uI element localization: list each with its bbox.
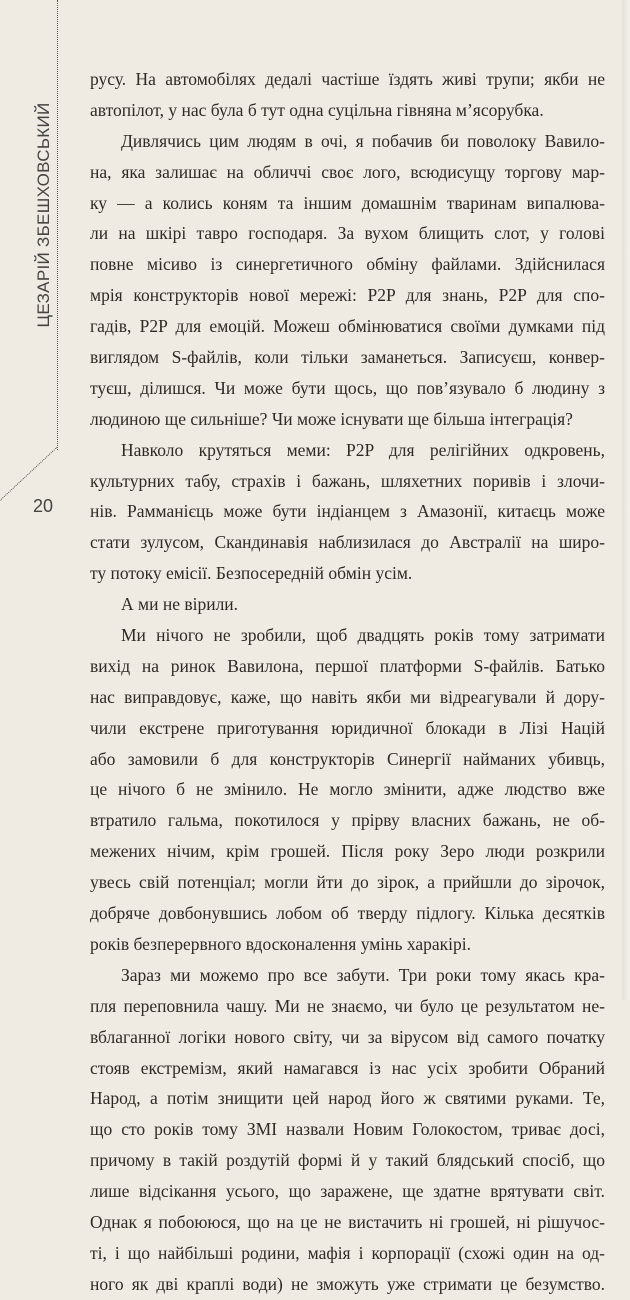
text-line: виглядом S-файлів, коли тільки заманеться. Записуєш, конвер- xyxy=(90,347,605,368)
text-line: культурних табу, страхів і бажань, шляхетних поривів і злочи- xyxy=(90,470,605,491)
text-line: років безперервного вдосконалення умінь харакірі. xyxy=(90,933,472,954)
text-line: гадів, P2P для емоцій. Можеш обмінюватися своїми думками під xyxy=(90,316,605,337)
text-line: русу. На автомобілях дедалі частіше їздять живі трупи; якби не xyxy=(90,69,605,89)
text-line: межених нічим, крім грошей. Після року Зеро люди розкрили xyxy=(90,841,605,862)
margin-dotted-diagonal xyxy=(0,447,57,503)
text-line: повне місиво із синергетичного обміну файлами. Здійснилася xyxy=(90,254,605,275)
page-edge xyxy=(622,0,630,1000)
text-line: на, яка залишає на обличчі своє лого, всюдисущу торгову мар- xyxy=(90,161,605,182)
page-number: 20 xyxy=(33,496,54,516)
text-line: лише відсікання усього, що заражене, ще здатне врятувати світ. xyxy=(90,1181,605,1202)
text-line: мрія конструкторів нової мережі: P2P для знань, P2P для спо- xyxy=(90,285,605,306)
text-line: людиною ще сильніше? Чи може існувати ще більша інтеграція? xyxy=(90,408,573,429)
text-line: або замовили б для конструкторів Синергії найманих убивць, xyxy=(90,748,605,769)
text-line: вихід на ринок Вавилона, першої платформи S-файлів. Батько xyxy=(90,655,605,676)
text-line: вблаганної логіки нового світу, чи за вірусом від самого початку xyxy=(90,1026,605,1047)
text-line: Дивлячись цим людям в очі, я побачив би поволоку Вавило- xyxy=(121,130,605,151)
running-head-author: ЦЕЗАРІЙ ЗБЕШХОВСЬКИЙ xyxy=(34,102,53,328)
text-line: Ми нічого не зробили, щоб двадцять років тому затримати xyxy=(121,625,605,646)
text-line: А ми не вірили. xyxy=(121,594,239,615)
text-line: ли на шкірі тавро господаря. За вухом блищить слот, у голові xyxy=(90,223,605,244)
text-line: увесь свій потенціал; могли йти до зірок, а прийшли до зірочок, xyxy=(90,872,605,893)
text-line: причому в такій роздутій формі й у такий блядський спосіб, що xyxy=(90,1150,605,1171)
text-line: стояв екстремізм, який намагався із нас усіх зробити Обраний xyxy=(90,1057,605,1078)
text-line: Навколо крутяться меми: P2P для релігійних одкровень, xyxy=(121,439,605,460)
text-line: що сто років тому ЗМІ назвали Новим Голокостом, триває досі, xyxy=(90,1119,605,1140)
text-line: чили екстрене приготування юридичної блокади в Лізі Націй xyxy=(90,717,605,738)
text-line: ті, і що найбільші родини, мафія і корпорації (схожі один на од- xyxy=(90,1242,605,1263)
text-line: пля переповнила чашу. Ми не знаємо, чи було це результатом не- xyxy=(90,995,605,1016)
text-line: туєш, ділишся. Чи може бути щось, що пов’язувало б людину з xyxy=(90,377,605,398)
text-line: автопілот, у нас була б тут одна суцільна гівняна м’ясорубка. xyxy=(90,99,544,120)
text-line: Однак я побоююся, що на це не вистачить ні грошей, ні рішучос- xyxy=(90,1211,605,1232)
text-line: це нічого б не змінило. Не могло змінити, адже людство вже xyxy=(90,779,605,800)
text-line: нас виправдовує, каже, що навіть якби ми відреагували й дору- xyxy=(90,686,605,707)
body-text xyxy=(90,64,605,1300)
text-line: добряче довбонувшись лобом об тверду підлогу. Кілька десятків xyxy=(90,903,605,924)
text-line: стати зулусом, Скандинавія наблизилася до Австралії на широ- xyxy=(90,532,605,553)
text-line: ку — а колись коням та іншим домашнім тваринам випалюва- xyxy=(90,192,605,213)
margin-dotted-line xyxy=(57,0,58,450)
text-line: Зараз ми можемо про все забути. Три роки тому якась кра- xyxy=(121,964,605,985)
text-line: втратило гальма, покотилося у прірву власних бажань, не об- xyxy=(90,810,605,831)
text-line: Народ, а потім знищити цей народ його ж святими руками. Те, xyxy=(90,1088,605,1109)
text-line: ту потоку емісії. Безпосередній обмін усім. xyxy=(90,563,413,584)
text-line: нів. Рамманієць може бути індіанцем з Амазонії, китаєць може xyxy=(90,501,605,522)
text-line: ного як дві краплі води) не зможуть уже стримати це безумство. xyxy=(90,1273,605,1294)
